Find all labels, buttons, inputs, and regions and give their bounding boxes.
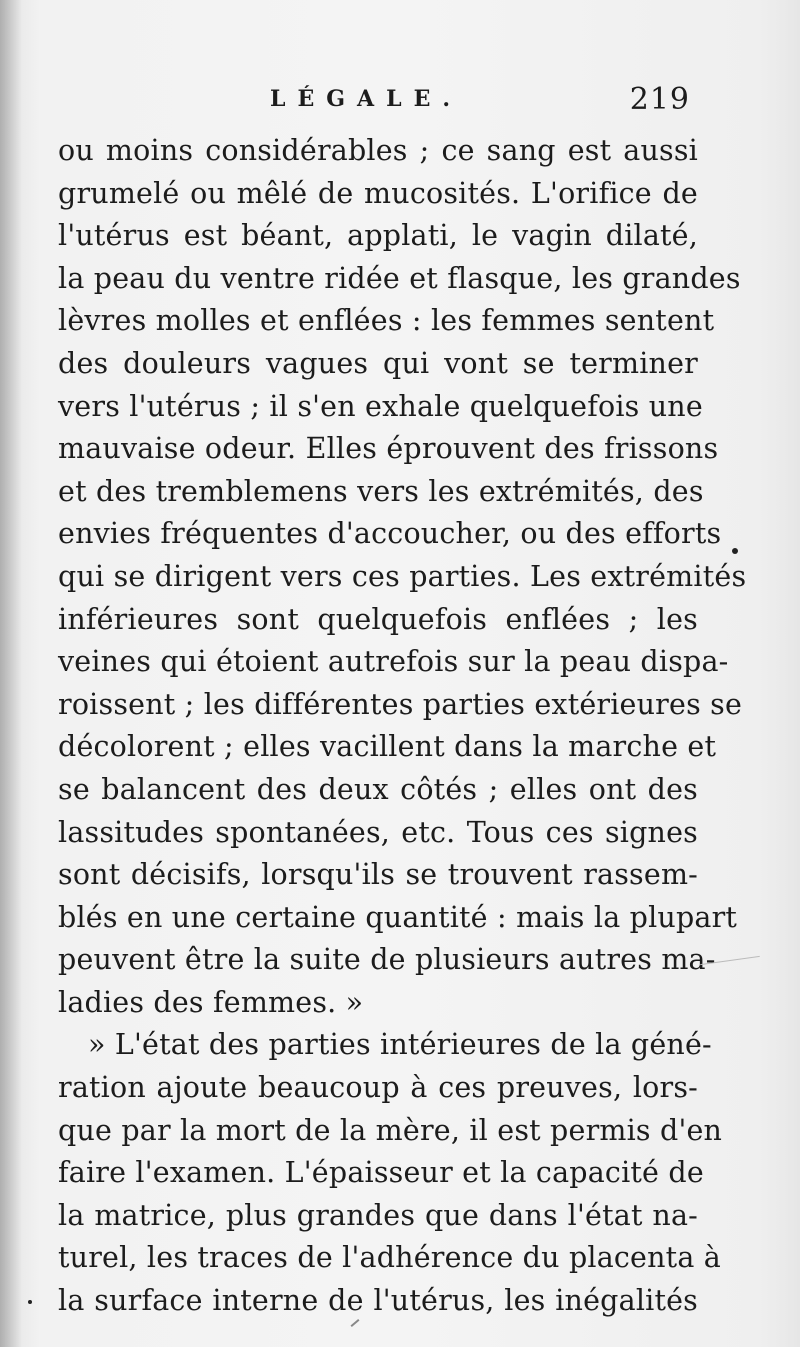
text-line: l'utérus est béant, applati, le vagin dilaté, (58, 219, 698, 253)
text-line: la matrice, plus grandes que dans l'état na- (58, 1198, 698, 1232)
spine-shadow (0, 0, 22, 1347)
running-head: LÉGALE. (270, 86, 462, 112)
text-line-paragraph-end: ladies des femmes. » (58, 985, 364, 1019)
text-line: des douleurs vagues qui vont se terminer (58, 346, 698, 380)
text-line: que par la mort de la mère, il est permis d'en (58, 1113, 723, 1147)
page-number: 219 (629, 82, 690, 117)
text-line: lassitudes spontanées, etc. Tous ces signes (58, 815, 698, 849)
text-line-paragraph-start: » L'état des parties intérieures de la géné- (88, 1028, 712, 1062)
text-line: la peau du ventre ridée et flasque, les grandes (58, 261, 741, 295)
text-line: vers l'utérus ; il s'en exhale quelquefois une (58, 389, 703, 423)
text-line: décolorent ; elles vacillent dans la marche et (58, 730, 717, 764)
text-line: blés en une certaine quantité : mais la plupart (58, 900, 738, 934)
page-header (60, 78, 690, 118)
text-line: qui se dirigent vers ces parties. Les extrémités (58, 559, 747, 593)
text-line: turel, les traces de l'adhérence du placenta à (58, 1241, 721, 1275)
text-line: mauvaise odeur. Elles éprouvent des frissons (58, 432, 719, 466)
paper-speck (28, 1300, 32, 1304)
body-text (58, 130, 747, 1323)
text-line: la surface interne de l'utérus, les inégalités (58, 1284, 698, 1318)
text-line: peuvent être la suite de plusieurs autres ma- (58, 943, 716, 977)
text-line: sont décisifs, lorsqu'ils se trouvent rassem- (58, 858, 698, 892)
text-line: inférieures sont quelquefois enflées ; les (58, 602, 698, 636)
text-line: se balancent des deux côtés ; elles ont des (58, 772, 698, 806)
paper-speck (732, 548, 738, 554)
text-line: faire l'examen. L'épaisseur et la capacité de (58, 1156, 704, 1190)
text-line: et des tremblemens vers les extrémités, des (58, 474, 704, 508)
text-line: lèvres molles et enflées : les femmes sentent (58, 304, 715, 338)
text-line: grumelé ou mêlé de mucosités. L'orifice de (58, 176, 698, 210)
text-line: envies fréquentes d'accoucher, ou des efforts (58, 517, 722, 551)
text-line: veines qui étoient autrefois sur la peau dispa- (58, 645, 729, 679)
text-line: ou moins considérables ; ce sang est aussi (58, 134, 698, 167)
text-line: roissent ; les différentes parties extérieures se (58, 687, 743, 721)
text-line: ration ajoute beaucoup à ces preuves, lors- (58, 1071, 698, 1105)
